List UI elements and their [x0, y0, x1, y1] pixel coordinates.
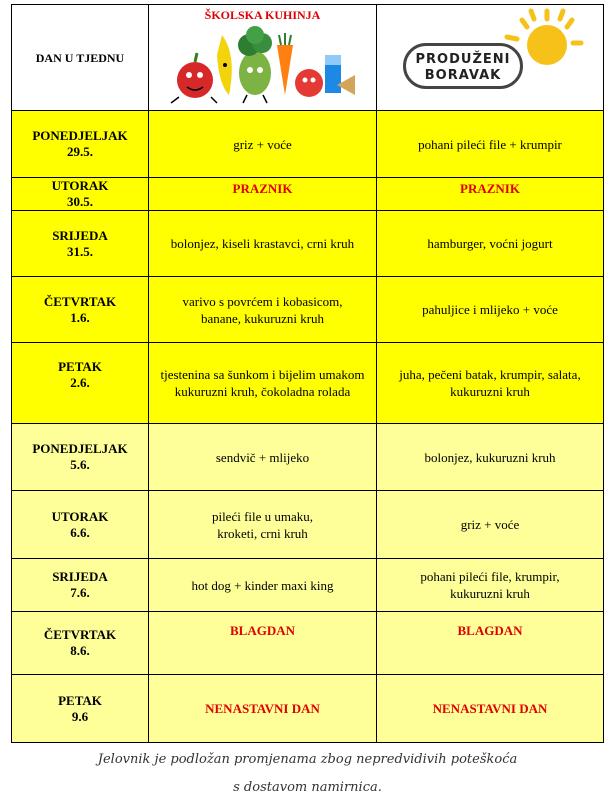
boravak-title-line2: BORAVAK — [424, 68, 502, 83]
kitchen-meal-cell — [149, 612, 377, 675]
table-row — [12, 491, 604, 559]
table-row — [12, 675, 604, 743]
boravak-meal-cell — [377, 277, 604, 343]
day-name: UTORAK — [51, 178, 109, 193]
boravak-meal: pohani pileći file + krumpir — [418, 136, 562, 152]
table-row — [12, 424, 604, 491]
kitchen-meal: PRAZNIK — [232, 181, 293, 196]
day-name: PONEDJELJAK — [32, 441, 128, 456]
table-row — [12, 211, 604, 277]
day-date: 1.6. — [70, 309, 90, 325]
boravak-meal-cell — [377, 559, 604, 612]
kitchen-meal-cell — [149, 675, 377, 743]
day-column-header — [12, 5, 149, 111]
kitchen-meal-cell — [149, 424, 377, 491]
day-cell — [12, 277, 149, 343]
boravak-meal: juha, pečeni batak, krumpir, salata, kukuruzni kruh — [399, 367, 581, 399]
day-column-title: DAN U TJEDNU — [35, 50, 125, 65]
day-date: 31.5. — [67, 243, 93, 259]
day-cell — [12, 343, 149, 424]
kitchen-meal: pileći file u umaku, kroketi, crni kruh — [211, 508, 314, 541]
boravak-meal-cell — [377, 178, 604, 211]
day-date: 30.5. — [67, 194, 93, 209]
table-row — [12, 277, 604, 343]
day-name: ČETVRTAK — [43, 627, 117, 642]
boravak-logo — [403, 43, 523, 89]
day-cell — [12, 178, 149, 211]
kitchen-meal: varivo s povrćem i kobasicom, banane, kukuruzni kruh — [182, 293, 343, 326]
boravak-meal: PRAZNIK — [460, 181, 520, 196]
boravak-title-line1: PRODUŽENI — [415, 52, 511, 67]
kitchen-meal: hot dog + kinder maxi king — [191, 577, 334, 593]
kitchen-meal-cell — [149, 491, 377, 559]
day-cell — [12, 424, 149, 491]
boravak-meal: pohani pileći file, krumpir, kukuruzni kruh — [420, 569, 560, 601]
kitchen-meal-cell — [149, 277, 377, 343]
boravak-meal-cell — [377, 675, 604, 743]
day-date: 5.6. — [70, 457, 90, 472]
boravak-meal: griz + voće — [460, 517, 520, 532]
disclaimer-line-1: Jelovnik je podložan promjenama zbog nepredvidivih poteškoća — [97, 752, 518, 767]
table-row — [12, 178, 604, 211]
kitchen-meal-cell — [149, 559, 377, 612]
boravak-meal: NENASTAVNI DAN — [432, 701, 548, 716]
disclaimer-line-2: s dostavom namirnica. — [233, 780, 382, 795]
kitchen-meal: bolonjez, kiseli krastavci, crni kruh — [170, 236, 355, 251]
day-name: SRIJEDA — [52, 227, 108, 243]
kitchen-meal-cell — [149, 343, 377, 424]
kitchen-title: ŠKOLSKA KUHINJA — [204, 8, 321, 22]
boravak-meal: pahuljice i mlijeko + voće — [422, 302, 558, 317]
table-row — [12, 559, 604, 612]
boravak-meal-cell — [377, 424, 604, 491]
kitchen-meal: griz + voće — [233, 136, 292, 152]
table-row — [12, 343, 604, 424]
boravak-meal: BLAGDAN — [457, 623, 523, 638]
kitchen-meal-cell — [149, 211, 377, 277]
kitchen-meal-cell — [149, 178, 377, 211]
boravak-meal-cell — [377, 491, 604, 559]
kitchen-meal: sendvič + mlijeko — [215, 449, 310, 465]
boravak-meal: bolonjez, kukuruzni kruh — [424, 449, 556, 465]
kitchen-meal-cell — [149, 111, 377, 178]
day-date: 29.5. — [67, 144, 93, 159]
day-cell — [12, 675, 149, 743]
table-row — [12, 111, 604, 178]
boravak-column-header — [377, 5, 604, 111]
day-cell — [12, 491, 149, 559]
day-date: 2.6. — [70, 375, 90, 390]
boravak-meal-cell — [377, 343, 604, 424]
day-cell — [12, 111, 149, 178]
boravak-meal: hamburger, voćni jogurt — [427, 236, 553, 251]
day-name: UTORAK — [51, 508, 109, 524]
day-name: PETAK — [58, 359, 102, 374]
header-row — [12, 5, 604, 111]
day-cell — [12, 559, 149, 612]
day-date: 8.6. — [70, 643, 90, 658]
day-date: 6.6. — [70, 524, 90, 540]
day-name: ČETVRTAK — [43, 293, 117, 309]
day-name: PONEDJELJAK — [32, 128, 128, 143]
kitchen-meal: tjestenina sa šunkom i bijelim umakom kukuruzni kruh, čokoladna rolada — [160, 367, 365, 399]
table-row — [12, 612, 604, 675]
kitchen-column-header — [149, 5, 377, 111]
fruit-characters-icon — [167, 25, 357, 105]
boravak-meal-cell — [377, 211, 604, 277]
kitchen-meal: BLAGDAN — [229, 623, 295, 638]
day-cell — [12, 211, 149, 277]
day-cell — [12, 612, 149, 675]
boravak-meal-cell — [377, 111, 604, 178]
boravak-meal-cell — [377, 612, 604, 675]
day-date: 9.6 — [71, 708, 89, 724]
day-name: SRIJEDA — [52, 569, 108, 584]
day-date: 7.6. — [70, 585, 90, 600]
day-name: PETAK — [58, 692, 102, 708]
kitchen-meal: NENASTAVNI DAN — [205, 701, 320, 716]
menu-table — [11, 4, 604, 743]
